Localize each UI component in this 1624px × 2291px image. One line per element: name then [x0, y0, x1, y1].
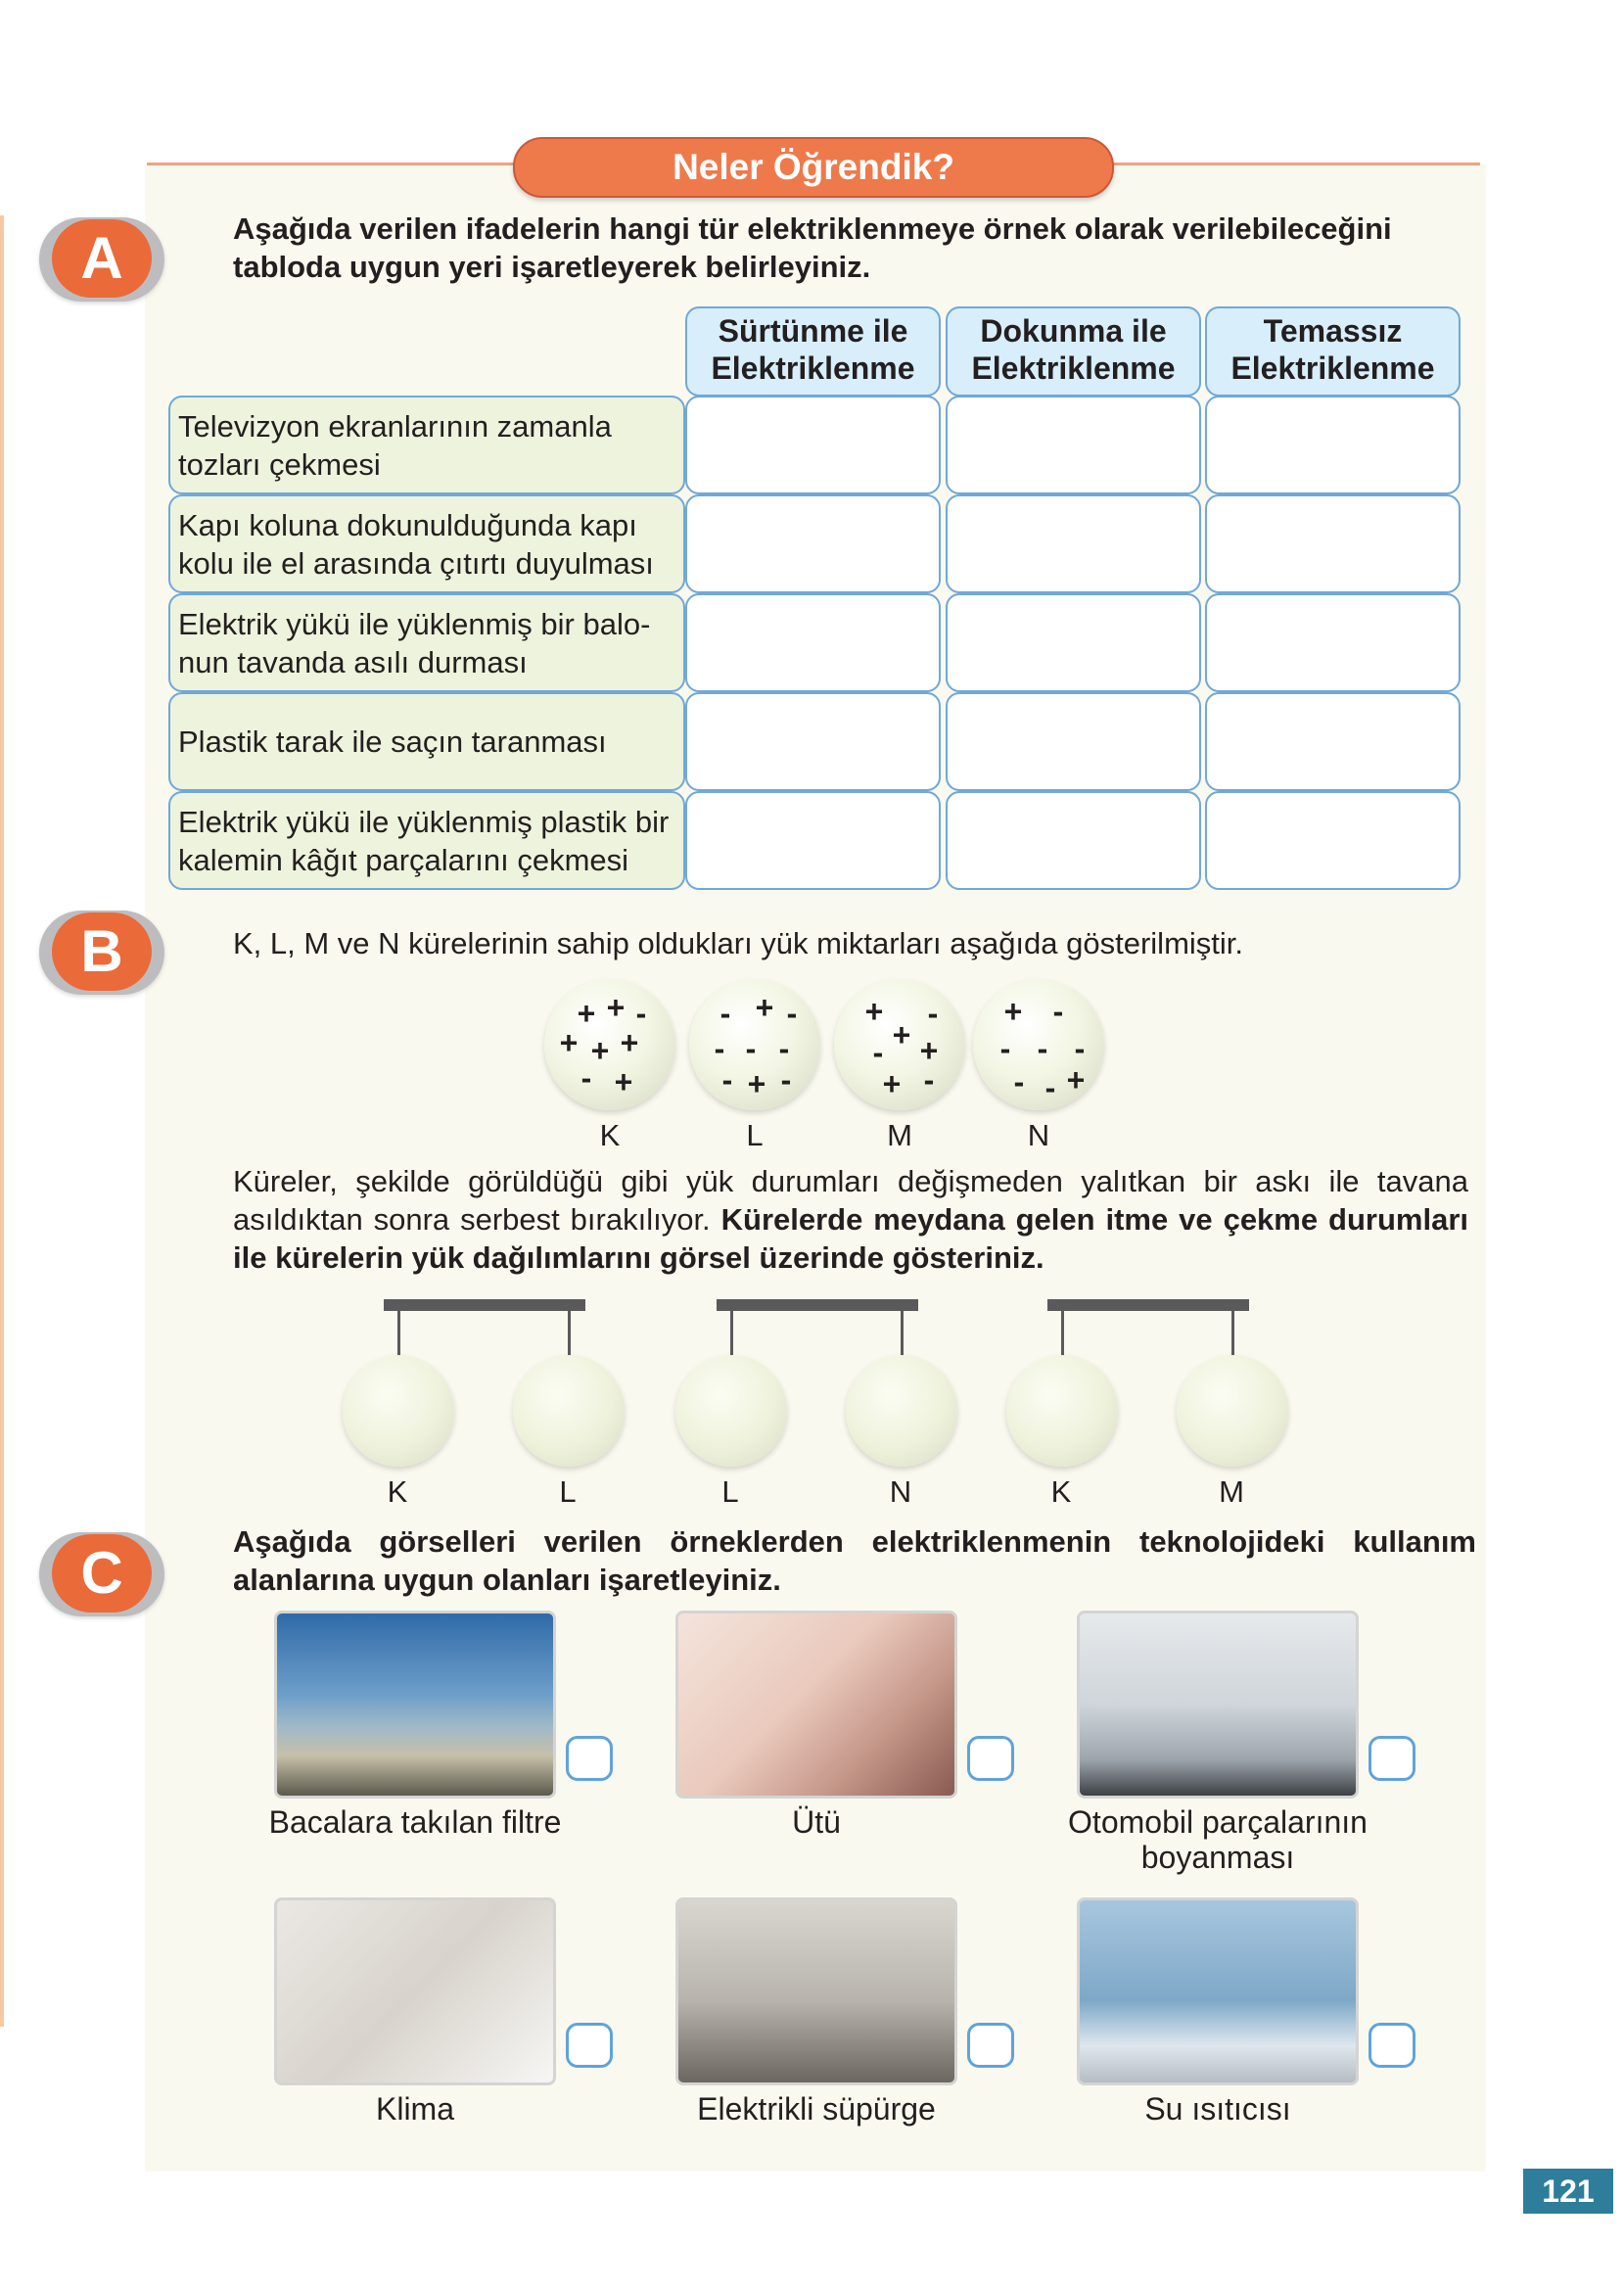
table-row-label-4	[168, 692, 685, 791]
table-row-line1: Televizyon ekranlarının zamanla	[178, 408, 612, 444]
plus-charge: +	[614, 1064, 633, 1099]
woman-ironing-photo	[675, 1611, 957, 1799]
minus-charge: -	[923, 1062, 935, 1098]
plus-charge: +	[577, 996, 596, 1031]
hanging-sphere-label: K	[387, 1474, 408, 1509]
table-row-text	[178, 723, 607, 761]
caption-item-2	[636, 1804, 997, 1840]
caption-item-5	[636, 2091, 997, 2127]
answer-cell-r3-c3[interactable]	[1205, 593, 1461, 692]
plus-charge: +	[864, 994, 884, 1029]
table-row-line1: Elektrik yükü ile yüklenmiş plastik bir	[178, 804, 670, 839]
caption-line1: Otomobil parçalarının	[1068, 1804, 1368, 1840]
hanging-string	[901, 1310, 904, 1357]
minus-charge: -	[1044, 1070, 1056, 1105]
minus-charge: -	[719, 996, 731, 1031]
insulator-bar-3	[1047, 1299, 1249, 1311]
plus-charge: +	[882, 1066, 902, 1101]
answer-cell-r5-c1[interactable]	[685, 791, 941, 890]
minus-charge: -	[778, 1031, 790, 1066]
section-c-badge	[39, 1532, 164, 1616]
minus-charge: -	[745, 1031, 757, 1066]
minus-charge: -	[872, 1035, 884, 1070]
answer-cell-r2-c3[interactable]	[1205, 494, 1461, 593]
caption-item-6	[1038, 2091, 1398, 2127]
section-a-letter: A	[52, 219, 152, 298]
caption-item-1	[235, 1804, 595, 1840]
caption-item-4	[235, 2091, 595, 2127]
checkbox-item-5[interactable]	[967, 2023, 1014, 2068]
sphere-M	[834, 979, 965, 1110]
caption-line1: Elektrikli süpürge	[697, 2091, 936, 2127]
minus-charge: -	[999, 1031, 1011, 1066]
section-b-letter: B	[52, 912, 152, 991]
answer-cell-r3-c1[interactable]	[685, 593, 941, 692]
car-painting-photo	[1077, 1611, 1359, 1799]
table-row-label-3	[168, 593, 685, 692]
plus-charge: +	[892, 1017, 911, 1052]
table-row-line2: tozları çekmesi	[178, 446, 381, 482]
table-row-label-5	[168, 791, 685, 890]
answer-cell-r4-c1[interactable]	[685, 692, 941, 791]
sphere-N	[973, 979, 1104, 1110]
table-header-line1: Sürtünme ile	[718, 313, 908, 349]
minus-charge: -	[1052, 994, 1064, 1029]
table-row-text	[178, 605, 650, 681]
caption-line1: Ütü	[792, 1804, 841, 1840]
vacuum-cleaner-photo	[675, 1897, 957, 2085]
hanging-string	[397, 1310, 400, 1357]
minus-charge: -	[721, 1062, 733, 1098]
table-row-line1: Elektrik yükü ile yüklenmiş bir balo-	[178, 606, 651, 641]
table-row-line2: kalemin kâğıt parçalarını çekmesi	[178, 842, 629, 877]
hanging-sphere-label: L	[721, 1474, 739, 1509]
section-b-badge	[39, 911, 164, 995]
table-header-line2: Elektriklenme	[971, 351, 1176, 386]
answer-cell-r5-c3[interactable]	[1205, 791, 1461, 890]
sphere-label-M: M	[887, 1118, 912, 1152]
hanging-sphere-label: M	[1219, 1474, 1244, 1509]
hanging-sphere-label: K	[1050, 1474, 1072, 1509]
answer-cell-r3-c2[interactable]	[946, 593, 1201, 692]
answer-cell-r4-c2[interactable]	[946, 692, 1201, 791]
answer-cell-r4-c3[interactable]	[1205, 692, 1461, 791]
insulator-bar-2	[717, 1299, 918, 1311]
hanging-string	[1231, 1310, 1234, 1357]
hanging-sphere-label: N	[889, 1474, 912, 1509]
table-row-label-2	[168, 494, 685, 593]
plus-charge: +	[755, 990, 774, 1025]
table-row-line2: kolu ile el arasında çıtırtı duyulması	[178, 545, 654, 581]
sphere-label-N: N	[1027, 1118, 1050, 1152]
page-edge-strip	[0, 215, 4, 2027]
sphere-label-L: L	[746, 1118, 764, 1152]
page-number: 121	[1523, 2169, 1613, 2214]
plus-charge: +	[590, 1033, 610, 1068]
hanging-sphere-K[interactable]	[1006, 1355, 1118, 1467]
checkbox-item-2[interactable]	[967, 1736, 1014, 1781]
sphere-L	[689, 979, 820, 1110]
insulator-bar-1	[384, 1299, 585, 1311]
section-b-paragraph-bold: Kürelerde meydana gelen itme ve çekme durumları ile kürelerin yük dağılımlarını görsel üzerinde gösteriniz.	[233, 1202, 1468, 1275]
checkbox-item-4[interactable]	[566, 2023, 613, 2068]
checkbox-item-1[interactable]	[566, 1736, 613, 1781]
checkbox-item-3[interactable]	[1369, 1736, 1415, 1781]
caption-line1: Bacalara takılan filtre	[268, 1804, 562, 1840]
minus-charge: -	[635, 996, 647, 1031]
section-b-intro: K, L, M ve N kürelerinin sahip oldukları yük miktarları aşağıda gösterilmiştir.	[233, 926, 1244, 960]
table-row-label-1	[168, 396, 685, 494]
answer-cell-r1-c3[interactable]	[1205, 396, 1461, 494]
table-header-line2: Elektriklenme	[711, 351, 915, 386]
minus-charge: -	[927, 996, 939, 1031]
answer-cell-r5-c2[interactable]	[946, 791, 1201, 890]
plus-charge: +	[1003, 994, 1023, 1029]
table-row-line1: Plastik tarak ile saçın taranması	[178, 725, 607, 759]
table-header-2	[946, 306, 1201, 397]
answer-cell-r2-c2[interactable]	[946, 494, 1201, 593]
hanging-string	[1061, 1310, 1064, 1357]
hanging-string	[568, 1310, 571, 1357]
plus-charge: +	[747, 1066, 766, 1101]
answer-cell-r1-c1[interactable]	[685, 396, 941, 494]
hanging-sphere-K[interactable]	[343, 1355, 454, 1467]
caption-line1: Su ısıtıcısı	[1144, 2091, 1291, 2127]
plus-charge: +	[559, 1025, 579, 1060]
plus-charge: +	[1066, 1062, 1086, 1098]
table-header-line2: Elektriklenme	[1230, 351, 1435, 386]
minus-charge: -	[1013, 1064, 1025, 1099]
minus-charge: -	[1037, 1031, 1048, 1066]
minus-charge: -	[780, 1062, 792, 1098]
air-conditioner-photo	[274, 1897, 556, 2085]
table-row-line1: Kapı koluna dokunulduğunda kapı	[178, 507, 637, 542]
hanging-sphere-M[interactable]	[1177, 1355, 1288, 1467]
caption-item-3	[1038, 1804, 1398, 1875]
sphere-label-K: K	[599, 1118, 621, 1152]
minus-charge: -	[580, 1060, 592, 1096]
plus-charge: +	[620, 1025, 639, 1060]
minus-charge: -	[714, 1031, 725, 1066]
table-row-text	[178, 803, 669, 879]
checkbox-item-6[interactable]	[1369, 2023, 1415, 2068]
section-b-paragraph	[233, 1162, 1468, 1277]
table-row-line2: nun tavanda asılı durması	[178, 644, 528, 679]
section-c-instruction: Aşağıda görselleri verilen örneklerden elektriklenmenin teknolojideki kullanım alanlarına uygun olanları işaretleyiniz.	[233, 1524, 1476, 1597]
table-row-text	[178, 407, 612, 484]
section-a-instruction: Aşağıda verilen ifadelerin hangi tür elektriklenmeye örnek olarak verilebileceğini tabloda uygun yeri işaretleyerek belirleyiniz.	[233, 211, 1392, 284]
table-row-text	[178, 506, 654, 583]
caption-line1: Klima	[375, 2091, 454, 2127]
minus-charge: -	[1074, 1031, 1086, 1066]
table-header-line1: Temassız	[1263, 313, 1403, 349]
table-header-1	[685, 306, 941, 397]
hanging-sphere-L[interactable]	[675, 1355, 787, 1467]
minus-charge: -	[786, 996, 798, 1031]
table-header-line1: Dokunma ile	[980, 313, 1167, 349]
hanging-string	[730, 1310, 733, 1357]
table-header-3	[1205, 306, 1461, 397]
kettle-photo	[1077, 1897, 1359, 2085]
plus-charge: +	[919, 1033, 939, 1068]
hanging-sphere-N[interactable]	[846, 1355, 957, 1467]
plus-charge: +	[606, 990, 626, 1025]
section-a-badge	[39, 217, 164, 302]
section-c-letter: C	[52, 1534, 152, 1613]
hanging-sphere-label: L	[559, 1474, 577, 1509]
answer-cell-r2-c1[interactable]	[685, 494, 941, 593]
caption-line2: boyanması	[1140, 1840, 1295, 1875]
sphere-K	[544, 979, 675, 1110]
hanging-sphere-L[interactable]	[513, 1355, 625, 1467]
page-title: Neler Öğrendik?	[513, 137, 1114, 198]
section-b-paragraph-plain: Küreler, şekilde görüldüğü gibi yük durumları değişmeden yalıtkan bir askı ile tavana asıldıktan sonra serbest bırakılıyor.	[233, 1164, 1468, 1237]
answer-cell-r1-c2[interactable]	[946, 396, 1201, 494]
factory-chimney-photo	[274, 1611, 556, 1799]
